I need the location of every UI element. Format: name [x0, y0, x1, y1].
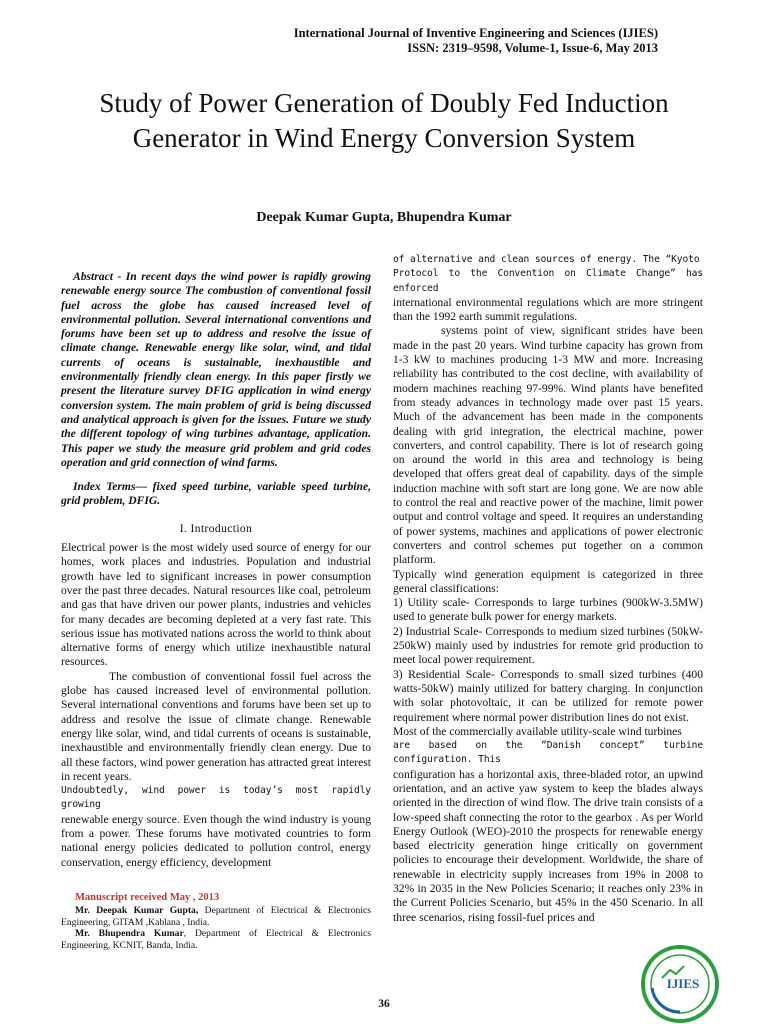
intro-paragraph-2-mono-line: Undoubtedly, wind power is today’s most rapidly growing	[61, 785, 371, 811]
paper-title: Study of Power Generation of Doubly Fed Induction Generator in Wind Energy Conversion System	[99, 88, 669, 153]
right-mono-line-2: Protocol to the Convention on Climate Change” has enforced	[393, 268, 703, 294]
intro-paragraph-2-tail: renewable energy source. Even though the wind industry is young from a power. These forums have motivated countries to form national energy policies dedicated to pollution control, energy conservation, energy efficiency, development	[61, 812, 371, 869]
footnote-author-2-affiliation: , Department of Electrical & Electronics Engineering, KCNIT, Banda, India.	[61, 928, 371, 951]
right-paragraph-3-mono-line: are based on the “Danish concept” turbine configuration. This	[393, 740, 703, 766]
right-column	[393, 253, 703, 925]
manuscript-received: Manuscript received May , 2013	[75, 892, 220, 903]
logo-text: IJIES	[666, 976, 700, 991]
ijies-logo	[640, 944, 720, 1024]
right-mono-line-1: of alternative and clean sources of energy. The “Kyoto	[393, 254, 700, 265]
paper-authors: Deepak Kumar Gupta, Bhupendra Kumar	[256, 210, 512, 225]
journal-issn: ISSN: 2319–9598, Volume-1, Issue-6, May 2013	[407, 40, 658, 55]
left-column	[61, 270, 371, 870]
index-terms: Index Terms— fixed speed turbine, variable speed turbine, grid problem, DFIG.	[61, 480, 371, 508]
list-item-industrial-scale: 2) Industrial Scale- Corresponds to medium sized turbines (50kW-250kW) mainly used by industries for remote grid production to meet local power requirement.	[393, 624, 703, 667]
footnote-author-1-name: Mr. Deepak Kumar Gupta,	[75, 905, 199, 917]
footnote-author-1-affiliation: Department of Electrical & Electronics Engineering, GITAM ,Kablana , India.	[61, 905, 371, 928]
abstract	[61, 270, 371, 470]
abstract-text: In recent days the wind power is rapidly growing renewable energy source The combustion of conventional fossil fuel across the globe has caused increased level of environmental pollution. Several international conventions and forums have been set up to address and resolve the issue of climate change. Renewable energy like solar, wind, and tidal currents of oceans is sustainable, inexhaustible and environmentally friendly clean energy. In this paper firstly we present the literature survey DFIG application in wind energy conversion system. The main problem of grid is being discussed and analytical approach is given for the issues. Future we study the different topology of wing turbines advantage, application. This paper we study the measure grid problem and grid codes operation and grid connection of wind farms.	[61, 270, 371, 469]
footnote-author-2	[61, 928, 371, 951]
intro-paragraph-1: Electrical power is the most widely used source of energy for our homes, work places and industries. Population and industrial growth have led to significant increases in power consumption over the past three decades. Natural resources like coal, petroleum and gas that have driven our power plants, industries and vehicles for many decades are becoming depleted at a very fast rate. This serious issue has motivated nations across the world to think about alternative forms of energy which utilize inexhaustible natural resources.	[61, 541, 371, 669]
journal-header	[294, 26, 658, 55]
journal-name: International Journal of Inventive Engineering and Sciences (IJIES)	[293, 26, 658, 40]
list-item-utility-scale: 1) Utility scale- Corresponds to large turbines (900kW-3.5MW) used to generate bulk power for energy markets.	[393, 596, 703, 624]
right-paragraph-2: Typically wind generation equipment is categorized in three general classifications:	[393, 567, 703, 595]
logo-accent-arc	[652, 988, 680, 1012]
abstract-label: Abstract -	[73, 270, 126, 283]
footnote-author-2-name: Mr. Bhupendra Kumar	[75, 928, 184, 940]
footnotes	[61, 892, 371, 951]
section-heading-introduction: I. Introduction	[179, 522, 253, 535]
right-paragraph-1: systems point of view, significant strides have been made in the past 20 years. Wind turbine capacity has grown from 1-3 kW to machines producing 1-3 MW and more. Increasing reliability has contributed to the cost decline, with availability of modern machines reaching 97-99%. Wind plants have benefited from steady advances in technology made over past 15 years. Much of the advancement has been made in the components dealing with grid integration, the electrical machine, power converters, and control capability. There is lot of research going on around the world in this area and technology is being developed that offers great deal of capability. days of the simple induction machine with soft start are long gone. We are now able to control the real and reactive power of the machine, limit power output and control voltage and speed. It requires an understanding of power systems, machines and applications of power electronic converters and control schemes put together on a common platform.	[393, 324, 703, 567]
page-number: 36	[378, 998, 390, 1010]
right-paragraph-3: configuration has a horizontal axis, three-bladed rotor, an upwind orientation, and an active yaw system to keep the blades always oriented in the direction of wind flow. The drive train consists of a low-speed shaft connecting the rotor to the gearbox . As per World Energy Outlook (WEO)-2010 the prospects for renewable energy based electricity generation hinge critically on government policies to encourage their development. Worldwide, the share of renewable in electricity supply increases from 19% in 2008 to 32% in 2035 in the New Policies Scenario; it reaches only 23% in the Current Policies Scenario, but 45% in the 450 Scenario. In all three scenarios, rising fossil-fuel prices and	[393, 767, 703, 924]
list-item-residential-scale: 3) Residential Scale- Corresponds to small sized turbines (400 watts-50kW) mainly utilized for battery charging. In conjunction with solar photovoltaic, it can be utilized for remote power requirement where normal power distribution lines do not exist.	[393, 667, 703, 724]
intro-paragraph-2: The combustion of conventional fossil fuel across the globe has caused increased level of environmental pollution. Several international conventions and forums have been set up to address and resolve the issue of climate change. Renewable energy like solar, wind, and tidal currents of oceans is sustainable, inexhaustible and environmentally friendly clean energy. Due to all these factors, wind power generation has attracted great interest in recent years.	[61, 669, 371, 783]
right-paragraph-3-head: Most of the commercially available utility-scale wind turbines	[393, 724, 682, 738]
footnote-author-1	[61, 905, 371, 928]
right-paragraph-0: international environmental regulations which are more stringent than the 1992 earth summit regulations.	[393, 295, 703, 324]
